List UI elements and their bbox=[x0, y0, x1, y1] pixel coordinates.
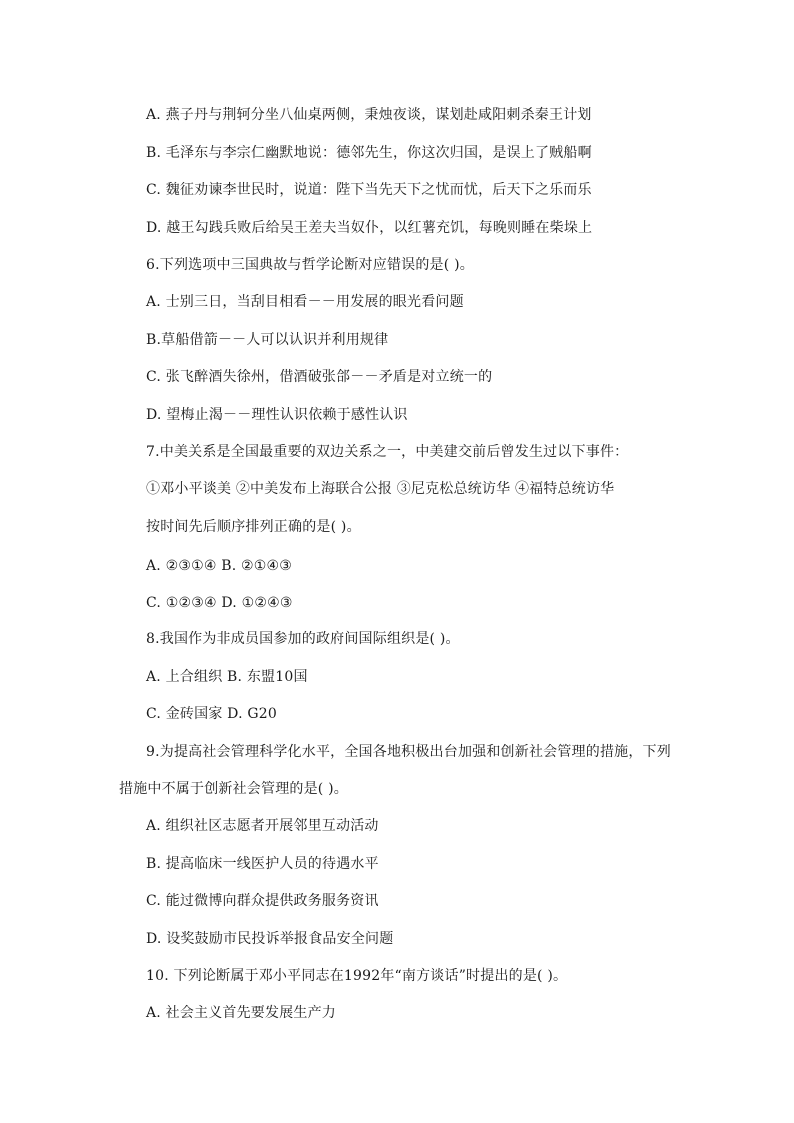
q6-option-c: C. 张飞醉酒失徐州，借酒破张郃－－矛盾是对立统一的 bbox=[146, 369, 493, 385]
q5-option-c: C. 魏征劝谏李世民时，说道：陛下当先天下之忧而忧，后天下之乐而乐 bbox=[146, 182, 592, 198]
q5-option-b: B. 毛泽东与李宗仁幽默地说：德邻先生，你这次归国，是误上了贼船啊 bbox=[146, 145, 592, 161]
q7-prompt: 按时间先后顺序排列正确的是( )。 bbox=[146, 519, 361, 535]
q5-option-a: A. 燕子丹与荆轲分坐八仙桌两侧，秉烛夜谈，谋划赴咸阳刺杀秦王计划 bbox=[146, 107, 592, 123]
q6-option-d: D. 望梅止渴－－理性认识依赖于感性认识 bbox=[146, 407, 408, 423]
q7-stem: 7.中美关系是全国最重要的双边关系之一，中美建交前后曾发生过以下事件： bbox=[146, 444, 629, 460]
q9-option-c: C. 能过微博向群众提供政务服务资讯 bbox=[146, 893, 379, 909]
q5-option-d: D. 越王勾践兵败后给吴王差夫当奴仆，以红薯充饥，每晚则睡在柴垛上 bbox=[146, 220, 593, 236]
q6-stem: 6.下列选项中三国典故与哲学论断对应错误的是( )。 bbox=[146, 257, 474, 273]
q6-option-a: A. 士别三日，当刮目相看－－用发展的眼光看问题 bbox=[146, 294, 464, 310]
q10-stem: 10. 下列论断属于邓小平同志在1992年“南方谈话”时提出的是( )。 bbox=[146, 968, 568, 984]
q9-option-b: B. 提高临床一线医护人员的待遇水平 bbox=[146, 856, 379, 872]
q6-option-b: B.草船借箭－－人可以认识并利用规律 bbox=[146, 332, 389, 348]
q9-option-a: A. 组织社区志愿者开展邻里互动活动 bbox=[146, 818, 379, 834]
q8-stem: 8.我国作为非成员国参加的政府间国际组织是( )。 bbox=[146, 631, 460, 647]
q9-stem-line-2: 措施中不属于创新社会管理的是( )。 bbox=[119, 781, 348, 797]
q7-options-cd: C. ①②③④ D. ①②④③ bbox=[146, 595, 293, 611]
q8-options-ab: A. 上合组织 B. 东盟10国 bbox=[146, 669, 308, 685]
q7-events: ①邓小平谈美 ②中美发布上海联合公报 ③尼克松总统访华 ④福特总统访华 bbox=[146, 481, 615, 497]
q9-stem-line-1: 9.为提高社会管理科学化水平，全国各地积极出台加强和创新社会管理的措施，下列 bbox=[146, 744, 671, 760]
q10-option-a: A. 社会主义首先要发展生产力 bbox=[146, 1005, 337, 1021]
q7-options-ab: A. ②③①④ B. ②①④③ bbox=[146, 558, 293, 574]
q9-option-d: D. 设奖鼓励市民投诉举报食品安全问题 bbox=[146, 931, 394, 947]
q8-options-cd: C. 金砖国家 D. G20 bbox=[146, 706, 277, 722]
